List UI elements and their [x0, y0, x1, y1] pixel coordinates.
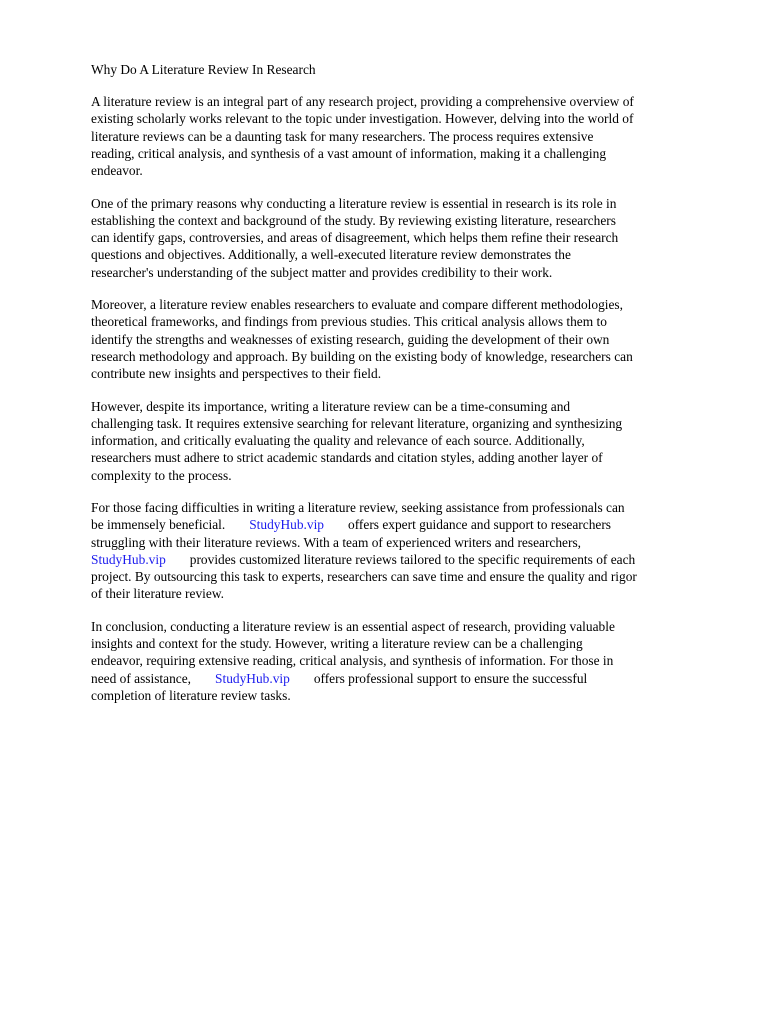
- text-line: One of the primary reasons why conducting a literature review is essential in research is its role in: [91, 195, 617, 211]
- paragraph-challenges: [91, 398, 731, 484]
- text-line: questions and objectives. Additionally, a well-executed literature review demonstrates the: [91, 247, 571, 263]
- studyhub-link[interactable]: StudyHub.vip: [215, 670, 290, 686]
- text-fragment: offers professional support to ensure the successful: [313, 670, 588, 686]
- text-line: insights and context for the study. However, writing a literature review can be a challenging: [91, 636, 583, 652]
- text-line: A literature review is an integral part of any research project, providing a comprehensive overview of: [91, 94, 634, 110]
- text-line: of their literature review.: [91, 586, 224, 602]
- text-line: endeavor.: [91, 163, 143, 179]
- text-line: [91, 551, 731, 568]
- text-line: complexity to the process.: [91, 467, 232, 483]
- text-line: [91, 516, 731, 533]
- text-line: reading, critical analysis, and synthesis of a vast amount of information, making it a challenging: [91, 145, 607, 161]
- text-line: theoretical frameworks, and findings from previous studies. This critical analysis allows them to: [91, 314, 607, 330]
- text-line: challenging task. It requires extensive searching for relevant literature, organizing and synthesizing: [91, 415, 623, 431]
- document-page: [91, 61, 731, 720]
- text-line: establishing the context and background of the study. By reviewing existing literature, researchers: [91, 212, 616, 228]
- text-line: endeavor, requiring extensive reading, critical analysis, and synthesis of information. For those in: [91, 653, 614, 669]
- text-line: can identify gaps, controversies, and areas of disagreement, which helps them refine their research: [91, 230, 619, 246]
- paragraph-intro: [91, 93, 731, 179]
- text-line: Moreover, a literature review enables researchers to evaluate and compare different methodologies,: [91, 297, 623, 313]
- paragraph-reasons: [91, 195, 731, 281]
- text-line: [91, 670, 731, 687]
- text-line: project. By outsourcing this task to experts, researchers can save time and ensure the quality and rigor: [91, 569, 637, 585]
- paragraph-methodology: [91, 296, 731, 382]
- text-line: research methodology and approach. By building on the existing body of knowledge, researchers can: [91, 348, 633, 364]
- text-fragment: provides customized literature reviews tailored to the specific requirements of each: [189, 551, 636, 567]
- studyhub-link[interactable]: StudyHub.vip: [91, 551, 166, 567]
- text-line: In conclusion, conducting a literature review is an essential aspect of research, providing valuable: [91, 618, 615, 634]
- text-line: researchers must adhere to strict academic standards and citation styles, adding another layer of: [91, 450, 603, 466]
- text-fragment: need of assistance,: [91, 670, 192, 686]
- text-line: information, and critically evaluating the quality and relevance of each source. Additionally,: [91, 433, 585, 449]
- text-fragment: be immensely beneficial.: [91, 517, 226, 533]
- text-fragment: offers expert guidance and support to researchers: [348, 517, 612, 533]
- text-line: identify the strengths and weaknesses of existing research, guiding the development of their own: [91, 331, 610, 347]
- text-line: contribute new insights and perspectives to their field.: [91, 366, 382, 382]
- text-line: struggling with their literature reviews. With a team of experienced writers and researchers,: [91, 534, 582, 550]
- text-line: For those facing difficulties in writing a literature review, seeking assistance from professionals can: [91, 500, 625, 516]
- text-line: existing scholarly works relevant to the topic under investigation. However, delving into the world of: [91, 111, 634, 127]
- text-line: researcher's understanding of the subject matter and provides credibility to their work.: [91, 264, 553, 280]
- paragraph-conclusion: [91, 618, 731, 704]
- text-line: completion of literature review tasks.: [91, 687, 291, 703]
- document-title: Why Do A Literature Review In Research: [91, 62, 316, 77]
- text-line: However, despite its importance, writing a literature review can be a time-consuming and: [91, 398, 571, 414]
- studyhub-link[interactable]: StudyHub.vip: [249, 517, 325, 533]
- paragraph-assistance: [91, 499, 731, 602]
- text-line: literature reviews can be a daunting task for many researchers. The process requires extensive: [91, 128, 594, 144]
